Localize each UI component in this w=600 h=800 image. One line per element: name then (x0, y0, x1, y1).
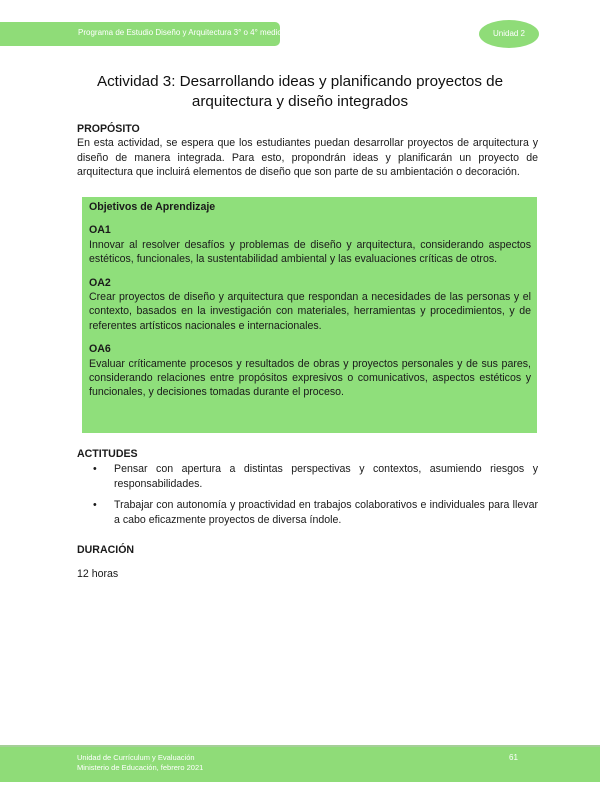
duration-heading: DURACIÓN (77, 544, 135, 556)
attitudes-list (77, 462, 538, 527)
objective-text: Evaluar críticamente procesos y resultados de obras y proyectos personales y de sus pares, considerando relaciones entre propósitos expresivos o comunicativos, aspectos estéticos y funcionales, y decisiones tomadas durante el proceso. (89, 357, 531, 399)
footer-line-ministry: Ministerio de Educación, febrero 2021 (77, 763, 204, 772)
attitude-text: Pensar con apertura a distintas perspectivas y contextos, asumiendo riesgos y responsabilidades. (114, 463, 538, 490)
objective-text: Innovar al resolver desafíos y problemas de diseño y arquitectura, considerando aspectos estéticos, funcionales, la sustentabilidad ambiental y las evaluaciones críticas de otros. (89, 238, 531, 266)
attitudes-heading: ACTITUDES (77, 448, 138, 460)
unit-label: Unidad 2 (492, 29, 526, 38)
page-number: 61 (509, 753, 518, 762)
bullet-icon: • (93, 499, 97, 512)
purpose-text: En esta actividad, se espera que los estudiantes puedan desarrollar proyectos de arquitectura y diseño de manera integrada. Para esto, propondrán ideas y planificarán un proyecto de arquitectura que incluirá elementos de diseño que son parte de su ambientación o decoración. (77, 137, 538, 179)
objective-item-oa2 (89, 276, 531, 334)
learning-objectives-box (82, 197, 537, 433)
footer-credits (77, 753, 203, 773)
objective-code: OA1 (89, 224, 111, 237)
objective-item-oa6 (89, 342, 531, 400)
learning-objectives-heading: Objetivos de Aprendizaje (89, 201, 216, 213)
attitudes-section (77, 447, 538, 534)
page-footer (0, 745, 600, 782)
list-item (77, 462, 538, 491)
objective-code: OA6 (89, 343, 111, 356)
unit-badge (479, 20, 539, 48)
objective-code: OA2 (89, 276, 111, 289)
attitude-text: Trabajar con autonomía y proactividad en trabajos colaborativos e individuales para llevar a cabo eficazmente proyectos de diversa índole. (114, 499, 538, 526)
purpose-section (77, 122, 538, 180)
activity-title: Actividad 3: Desarrollando ideas y planificando proyectos de arquitectura y diseño integrados (96, 73, 504, 110)
footer-line-unit: Unidad de Currículum y Evaluación (77, 753, 195, 762)
objective-item-oa1 (89, 223, 531, 266)
duration-section (77, 543, 538, 582)
program-header-bar (0, 22, 280, 46)
bullet-icon: • (93, 463, 97, 476)
list-item (77, 498, 538, 527)
objective-text: Crear proyectos de diseño y arquitectura que respondan a necesidades de las personas y el contexto, basados en la investigación con materiales, herramientas y procedimientos, y de referentes artísticos nacionales e internacionales. (89, 291, 531, 332)
purpose-heading: PROPÓSITO (77, 123, 140, 135)
duration-value: 12 horas (77, 568, 119, 581)
program-title: Programa de Estudio Diseño y Arquitectura 3° o 4° medio (78, 28, 282, 37)
